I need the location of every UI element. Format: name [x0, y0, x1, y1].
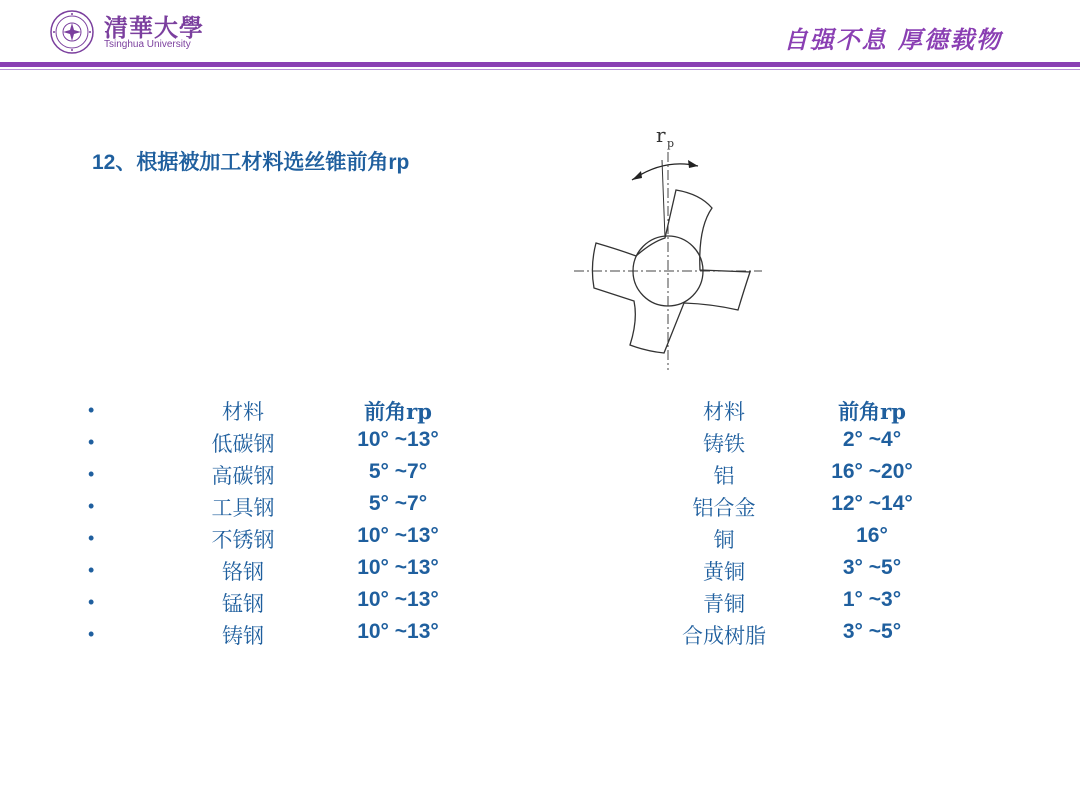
material-cell: 不锈钢 — [211, 528, 275, 552]
slide-title: 12、根据被加工材料选丝锥前角rp — [92, 151, 410, 174]
table-header-row — [0, 396, 1080, 428]
angle-cell: 3° ~5° — [842, 620, 902, 643]
tap-cross-section-diagram — [572, 120, 764, 375]
bullet-icon: • — [88, 528, 95, 548]
header-divider-thin — [0, 69, 1080, 70]
material-cell: 铝 — [713, 464, 735, 488]
table-row — [0, 492, 1080, 524]
bullet-icon: • — [88, 432, 95, 452]
angle-cell: 10° ~13° — [357, 428, 439, 451]
bullet-icon: • — [88, 624, 95, 644]
angle-cell: 16° — [856, 524, 888, 547]
angle-cell: 1° ~3° — [842, 588, 902, 611]
table-row — [0, 460, 1080, 492]
bullet-icon: • — [88, 496, 95, 516]
slide-header — [0, 0, 1080, 70]
rake-angle-label: r — [656, 123, 666, 147]
material-cell: 铝合金 — [692, 496, 756, 520]
material-cell: 青铜 — [703, 592, 745, 616]
column-header-rake-angle: 前角rp — [364, 399, 432, 424]
material-cell: 锰钢 — [222, 592, 264, 616]
rake-angle-subscript: p — [667, 137, 675, 150]
material-cell: 铜 — [713, 528, 735, 552]
angle-cell: 10° ~13° — [357, 588, 439, 611]
angle-cell: 12° ~14° — [831, 492, 913, 515]
column-header-material-2: 材料 — [703, 400, 745, 424]
column-header-rake-angle-2: 前角rp — [838, 399, 906, 424]
table-row — [0, 556, 1080, 588]
angle-cell: 10° ~13° — [357, 620, 439, 643]
material-cell: 铸钢 — [222, 624, 264, 648]
column-header-material: 材料 — [222, 400, 264, 424]
material-cell: 合成树脂 — [682, 624, 766, 648]
bullet-icon: • — [88, 400, 95, 420]
university-logo-text: 清華大學 — [104, 13, 204, 42]
bullet-icon: • — [88, 560, 95, 580]
material-cell: 高碳钢 — [211, 464, 275, 488]
material-cell: 铬钢 — [222, 560, 264, 584]
table-row — [0, 588, 1080, 620]
angle-cell: 10° ~13° — [357, 524, 439, 547]
material-cell: 低碳钢 — [211, 432, 275, 456]
header-divider — [0, 62, 1080, 67]
angle-cell: 16° ~20° — [831, 460, 913, 483]
angle-cell: 5° ~7° — [368, 460, 428, 483]
table-row — [0, 620, 1080, 652]
angle-cell: 5° ~7° — [368, 492, 428, 515]
table-row — [0, 524, 1080, 556]
material-cell: 黄铜 — [703, 560, 745, 584]
university-motto: 自强不息 厚德载物 — [783, 25, 1002, 54]
bullet-icon: • — [88, 592, 95, 612]
angle-cell: 2° ~4° — [842, 428, 902, 451]
material-cell: 工具钢 — [211, 496, 275, 520]
material-cell: 铸铁 — [703, 432, 745, 456]
bullet-icon: • — [88, 464, 95, 484]
table-row — [0, 428, 1080, 460]
university-logo-english: Tsinghua University — [104, 39, 191, 50]
angle-cell: 3° ~5° — [842, 556, 902, 579]
tsinghua-seal-icon — [50, 10, 94, 54]
angle-cell: 10° ~13° — [357, 556, 439, 579]
